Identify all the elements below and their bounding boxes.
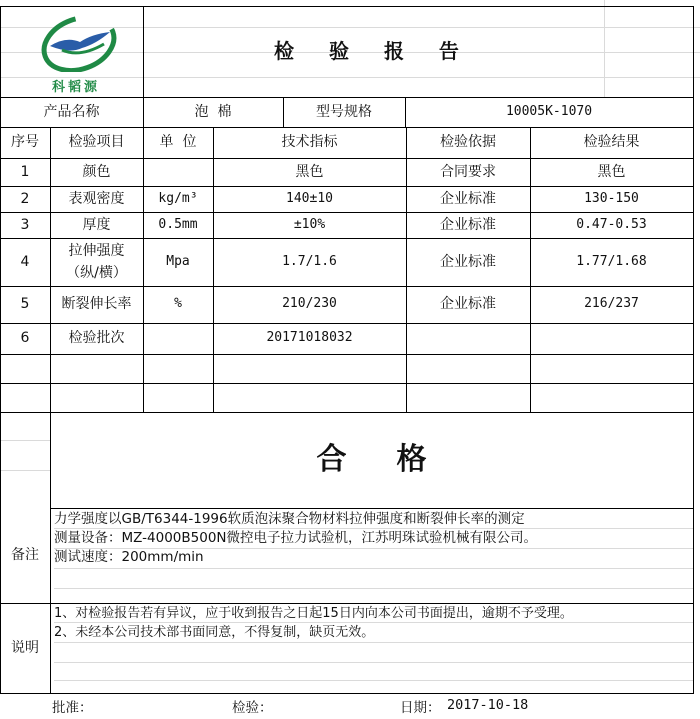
row-spec: 黑色 [295, 163, 324, 180]
row-unit: 0.5mm [158, 216, 198, 232]
brand-name: 科韬源 [52, 80, 101, 95]
row-no: 3 [20, 216, 30, 233]
row-spec: 20171018032 [266, 330, 353, 346]
verdict: 合格 [316, 441, 477, 477]
row-no: 1 [20, 163, 30, 180]
row-no: 4 [20, 253, 30, 270]
row-result: 130-150 [584, 190, 639, 206]
row-result: 216/237 [584, 296, 639, 312]
row-no: 6 [20, 330, 30, 347]
col-basis: 检验依据 [440, 134, 496, 151]
row-item: 断裂伸长率 [61, 296, 132, 313]
row-basis: 企业标准 [440, 296, 496, 313]
row-no: 5 [20, 296, 30, 313]
row-item-sub: （纵/横） [66, 264, 127, 281]
row-spec: ±10% [293, 216, 326, 232]
row-spec: 1.7/1.6 [282, 253, 337, 269]
remarks-line: 力学强度以GB/T6344-1996软质泡沫聚合物材料拉伸强度和断裂伸长率的测定 [54, 511, 525, 527]
row-item: 表观密度 [68, 190, 125, 207]
row-spec: 140±10 [286, 190, 333, 206]
report-title: 检 验 报 告 [274, 39, 473, 63]
row-unit: Mpa [166, 253, 190, 269]
notes-label: 说明 [11, 639, 39, 656]
row-item: 检验批次 [68, 330, 125, 347]
col-unit: 单 位 [159, 134, 197, 151]
company-logo [40, 14, 118, 72]
model-label: 型号规格 [316, 103, 372, 120]
col-spec: 技术指标 [281, 134, 338, 151]
date-value: 2017-10-18 [447, 697, 529, 713]
notes-line: 1、对检验报告若有异议，应于收到报告之日起15日内向本公司书面提出，逾期不予受理。 [54, 606, 573, 621]
date-label: 日期： [400, 700, 441, 716]
approve-label: 批准： [52, 700, 93, 716]
row-basis: 企业标准 [440, 253, 496, 270]
model-value: 10005K-1070 [505, 103, 593, 119]
row-item: 厚度 [82, 216, 111, 233]
notes-line: 2、未经本公司技术部书面同意，不得复制，缺页无效。 [54, 625, 375, 640]
remarks-line: 测试速度：200mm/min [54, 549, 204, 565]
col-item: 检验项目 [68, 134, 125, 151]
col-result: 检验结果 [583, 134, 640, 151]
inspect-label: 检验： [232, 700, 273, 716]
remarks-label: 备注 [11, 547, 39, 564]
product-name-value: 泡 棉 [194, 103, 232, 120]
row-unit: kg/m³ [158, 190, 198, 206]
row-basis: 企业标准 [440, 190, 496, 207]
row-item: 颜色 [82, 163, 111, 180]
row-basis: 企业标准 [440, 216, 496, 233]
row-spec: 210/230 [282, 296, 337, 312]
row-result: 黑色 [597, 163, 626, 180]
row-no: 2 [20, 190, 30, 207]
row-basis: 合同要求 [440, 163, 496, 180]
row-result: 1.77/1.68 [576, 253, 647, 269]
remarks-line: 测量设备：MZ-4000B500N微控电子拉力试验机，江苏明珠试验机械有限公司。 [54, 530, 538, 546]
product-name-label: 产品名称 [43, 103, 100, 120]
col-no: 序号 [11, 134, 39, 151]
row-result: 0.47-0.53 [576, 216, 647, 232]
row-item: 拉伸强度 [68, 242, 125, 259]
row-unit: % [174, 296, 182, 312]
